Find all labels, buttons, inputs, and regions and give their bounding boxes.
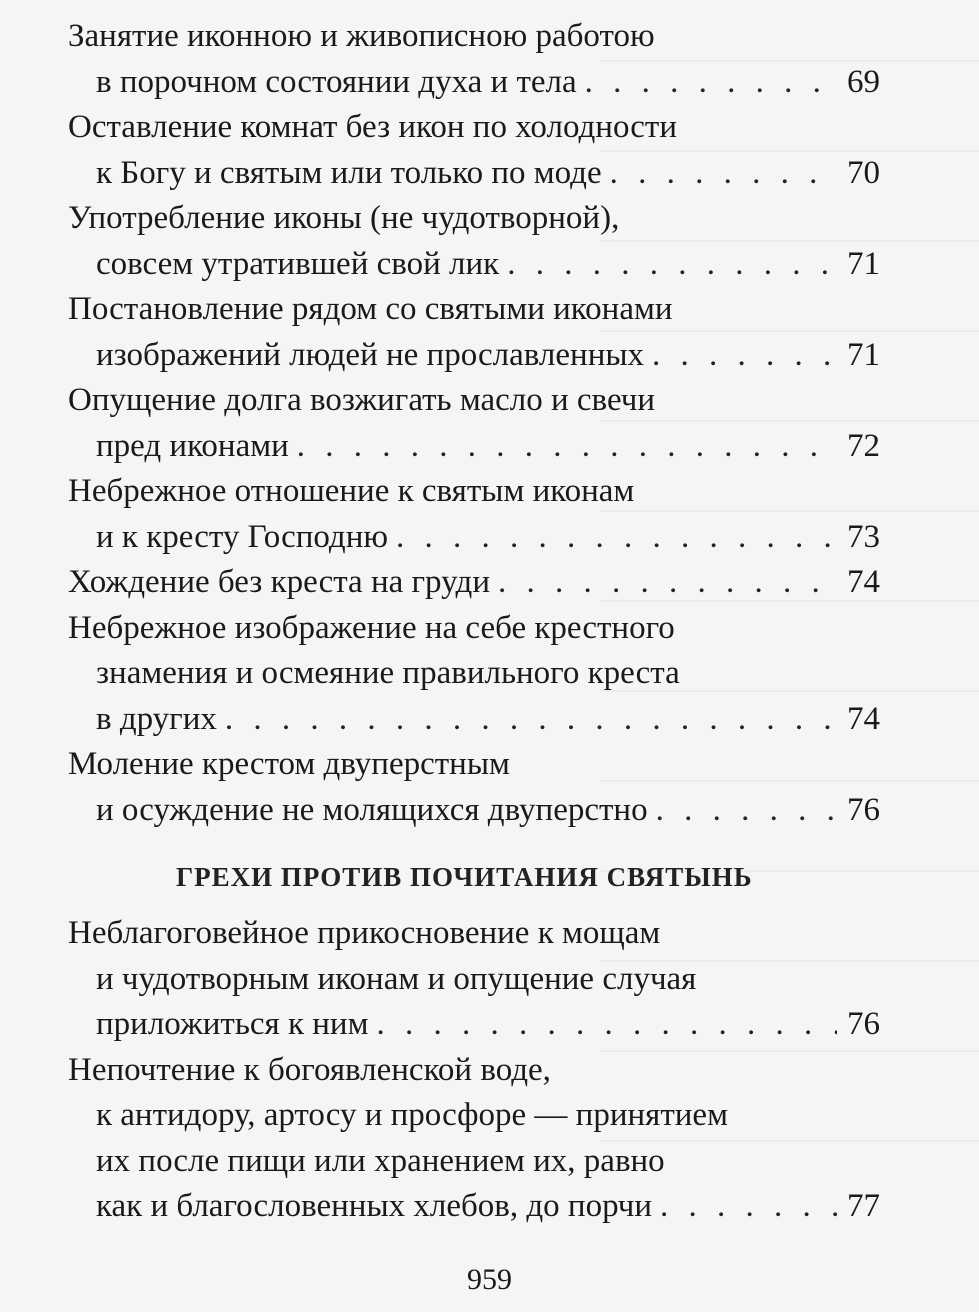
dot-leader bbox=[602, 151, 837, 197]
toc-entry-line bbox=[68, 1002, 880, 1048]
toc-entry[interactable] bbox=[68, 196, 880, 287]
toc-entry-line bbox=[68, 242, 880, 288]
toc-entry[interactable] bbox=[68, 469, 880, 560]
toc-entry-line bbox=[68, 424, 880, 470]
toc-entry[interactable] bbox=[68, 742, 880, 833]
toc-entry-text: к Богу и святым или только по моде bbox=[96, 154, 602, 191]
dot-leader bbox=[644, 333, 837, 379]
dot-leader bbox=[217, 697, 837, 743]
toc-page-number: 74 bbox=[847, 564, 880, 600]
toc-entry-text: как и благословенных хлебов, до порчи bbox=[96, 1188, 653, 1224]
dot-leader bbox=[368, 1002, 837, 1048]
toc-page-number: 72 bbox=[847, 427, 880, 464]
toc-entry-line: Оставление комнат без икон по холодности bbox=[68, 109, 678, 145]
toc-page-number: 76 bbox=[847, 791, 880, 828]
toc-page-number: 70 bbox=[847, 154, 880, 191]
toc-entry-line bbox=[68, 333, 880, 379]
toc-entry[interactable] bbox=[68, 911, 880, 1048]
toc-entry-line: Постановление рядом со святыми иконами bbox=[68, 291, 673, 327]
dot-leader bbox=[652, 1184, 837, 1230]
toc-entry-line: Опущение долга возжигать масло и свечи bbox=[68, 382, 656, 418]
toc-entry-line bbox=[68, 515, 880, 561]
dot-leader bbox=[289, 424, 837, 470]
toc-entry[interactable] bbox=[68, 560, 880, 606]
toc-entry-line: Неблагоговейное прикосновение к мощам bbox=[68, 915, 661, 951]
toc-entry-line: Занятие иконною и живописною работою bbox=[68, 18, 655, 54]
toc-entry-line: Употребление иконы (не чудотворной), bbox=[68, 200, 620, 236]
dot-leader bbox=[388, 515, 837, 561]
toc-entry-line bbox=[68, 560, 880, 606]
toc-entry-line: Небрежное изображение на себе крестного bbox=[68, 609, 675, 646]
dot-leader bbox=[490, 560, 837, 606]
toc-page-number: 77 bbox=[847, 1188, 880, 1224]
toc-entry-line: знамения и осмеяние правильного креста bbox=[96, 655, 680, 691]
toc-entry[interactable] bbox=[68, 606, 880, 743]
table-of-contents bbox=[68, 14, 880, 1230]
toc-entry-line: к антидору, артосу и просфоре — принятием bbox=[96, 1097, 728, 1133]
toc-entry-text: приложиться к ним bbox=[96, 1006, 369, 1042]
page-number: 959 bbox=[467, 1263, 512, 1296]
toc-entry-line bbox=[68, 1184, 880, 1230]
toc-entry[interactable] bbox=[68, 1048, 880, 1230]
toc-entry[interactable] bbox=[68, 378, 880, 469]
dot-leader bbox=[648, 788, 837, 834]
toc-page-number: 71 bbox=[847, 245, 880, 282]
toc-page-number: 74 bbox=[847, 700, 880, 737]
toc-entry-line bbox=[68, 788, 880, 834]
toc-entry-text: изображений людей не прославленных bbox=[96, 336, 645, 373]
toc-page-number: 69 bbox=[847, 63, 880, 100]
toc-entry-line: Небрежное отношение к святым иконам bbox=[68, 473, 635, 509]
toc-entry-text: в порочном состоянии духа и тела bbox=[96, 63, 577, 100]
toc-entries-group bbox=[68, 911, 880, 1230]
section-heading: ГРЕХИ ПРОТИВ ПОЧИТАНИЯ СВЯТЫНЬ bbox=[176, 862, 753, 892]
toc-entry-line: и чудотворным иконам и опущение случая bbox=[96, 960, 697, 997]
toc-entries-group bbox=[68, 14, 880, 833]
toc-page-number: 76 bbox=[847, 1006, 880, 1042]
toc-entry-line: их после пищи или хранением их, равно bbox=[96, 1142, 665, 1179]
toc-entry-text: в других bbox=[96, 700, 217, 737]
toc-entry-text: совсем утратившей свой лик bbox=[96, 245, 500, 282]
toc-entry[interactable] bbox=[68, 14, 880, 105]
toc-entry-text: пред иконами bbox=[96, 427, 289, 464]
toc-page-number: 71 bbox=[847, 336, 880, 373]
toc-entry-line bbox=[68, 151, 880, 197]
toc-entry-line bbox=[68, 697, 880, 743]
toc-entry-text: Хождение без креста на груди bbox=[68, 564, 490, 600]
toc-entry-text: и осуждение не молящихся двуперстно bbox=[96, 791, 648, 828]
toc-entry[interactable] bbox=[68, 287, 880, 378]
toc-entry-line: Моление крестом двуперстным bbox=[68, 746, 510, 782]
toc-page-number: 73 bbox=[847, 518, 880, 555]
toc-entry-line: Непочтение к богоявленской воде, bbox=[68, 1051, 551, 1088]
dot-leader bbox=[499, 242, 837, 288]
toc-entry-line bbox=[68, 60, 880, 106]
toc-entry[interactable] bbox=[68, 105, 880, 196]
toc-entry-text: и к кресту Господню bbox=[96, 518, 389, 555]
dot-leader bbox=[577, 60, 837, 106]
